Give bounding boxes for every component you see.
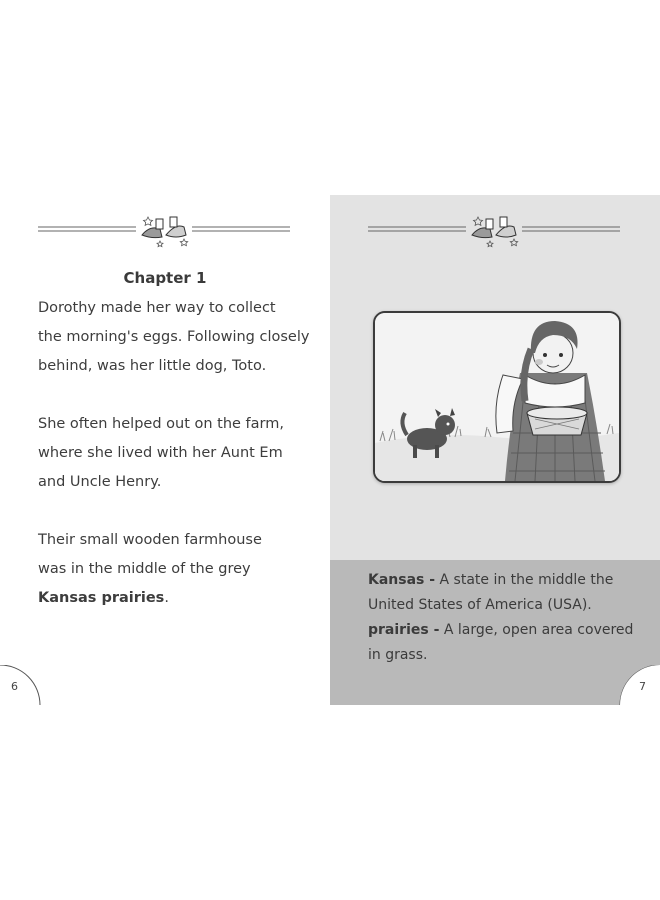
right-page bbox=[330, 195, 660, 705]
page-number-right: 7 bbox=[639, 680, 646, 693]
chapter-title: Chapter 1 bbox=[123, 269, 207, 287]
text-line: where she lived with her Aunt Em bbox=[38, 445, 283, 461]
glossary-term: Kansas - bbox=[368, 572, 436, 588]
book-spread bbox=[0, 195, 660, 705]
text-line-with-term bbox=[38, 584, 318, 613]
glossary-definition-cont: United States of America (USA). bbox=[368, 597, 592, 613]
glossary-definition: A large, open area covered bbox=[443, 622, 634, 638]
glossary-term: prairies - bbox=[368, 622, 440, 638]
text-tail: . bbox=[164, 590, 169, 606]
text-line: was in the middle of the grey bbox=[38, 561, 251, 577]
page-corner-left bbox=[0, 665, 42, 705]
page-number-left: 6 bbox=[11, 680, 18, 693]
glossary-text bbox=[368, 568, 648, 668]
text-line: the morning's eggs. Following closely bbox=[38, 329, 310, 345]
glossary-definition-cont: in grass. bbox=[368, 647, 428, 663]
text-line: Dorothy made her way to collect bbox=[38, 300, 276, 316]
highlighted-term: Kansas prairies bbox=[38, 590, 165, 606]
ruby-slippers-divider-icon bbox=[368, 213, 620, 249]
text-line: Their small wooden farmhouse bbox=[38, 532, 262, 548]
paragraph-2 bbox=[38, 410, 318, 497]
glossary-entry bbox=[368, 618, 648, 643]
dorothy-and-toto-illustration bbox=[373, 311, 621, 483]
left-page bbox=[0, 195, 330, 705]
text-line: She often helped out on the farm, bbox=[38, 416, 284, 432]
paragraph-3 bbox=[38, 526, 318, 613]
paragraph-1 bbox=[38, 294, 318, 381]
ruby-slippers-divider-icon bbox=[38, 213, 290, 249]
text-line: behind, was her little dog, Toto. bbox=[38, 358, 267, 374]
glossary-definition: A state in the middle the bbox=[439, 572, 614, 588]
glossary-entry bbox=[368, 568, 648, 593]
text-line: and Uncle Henry. bbox=[38, 474, 162, 490]
